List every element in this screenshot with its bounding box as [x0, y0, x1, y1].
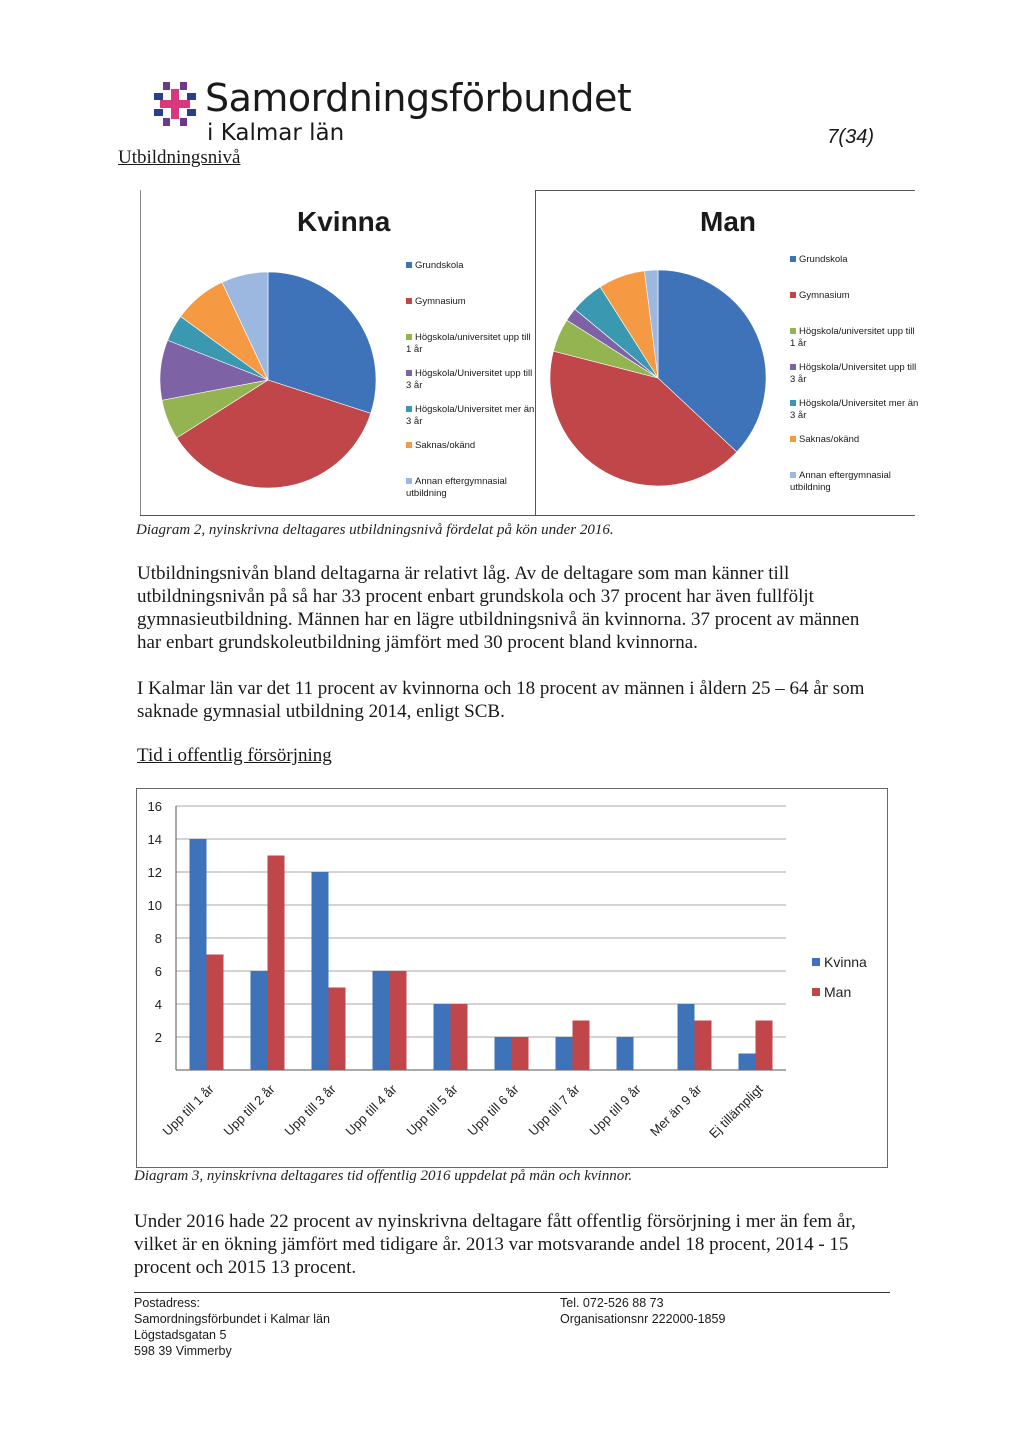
bar-ytick-label-10: 10: [147, 898, 162, 913]
pie-charts-panel: [140, 190, 919, 520]
bar-kvinna-6: [495, 1037, 512, 1070]
kvinna-legend-item-3: [406, 332, 536, 355]
bar-man-10: [756, 1021, 773, 1071]
bar-man-5: [451, 1004, 468, 1070]
man-legend-swatch-3: [790, 328, 796, 334]
bar-xtick-label-4: Upp till 4 år: [342, 1081, 400, 1139]
bar-ytick-label-14: 14: [147, 832, 162, 847]
man-legend-label-2: Gymnasium: [799, 290, 850, 301]
paragraph-public-support: Under 2016 hade 22 procent av nyinskrivna deltagare fått offentlig försörjning i mer än fem år, vilket är en ökning jämfört med tidigare år. 2013 var motsvarande andel 18 procent, 2014 - 15 procent och 2015 13 procent.: [134, 1211, 856, 1278]
man-legend-item-7: [790, 470, 920, 493]
org-region: i Kalmar län: [207, 120, 345, 146]
man-legend-swatch-5: [790, 400, 796, 406]
man-legend-label-3: Högskola/universitet upp till 1 år: [790, 326, 915, 349]
bar-man-1: [207, 955, 224, 1071]
paragraph-kalmar-stats: I Kalmar län var det 11 procent av kvinnorna och 18 procent av männen i åldern 25 – 64 år som saknade gymnasial utbildning 2014, enligt SCB.: [137, 678, 865, 722]
bar-kvinna-1: [190, 839, 207, 1070]
man-legend-swatch-2: [790, 292, 796, 298]
bar-xtick-label-7: Upp till 7 år: [525, 1081, 583, 1139]
bar-ytick-label-12: 12: [147, 865, 162, 880]
man-legend-swatch-6: [790, 436, 796, 442]
man-legend-label-1: Grundskola: [799, 254, 848, 265]
bar-man-3: [329, 988, 346, 1071]
bar-ytick-label-6: 6: [154, 964, 162, 979]
logo-icon: [150, 80, 200, 130]
bar-kvinna-3: [312, 872, 329, 1070]
man-legend-swatch-1: [790, 256, 796, 262]
bar-xtick-label-9: Mer än 9 år: [647, 1081, 705, 1140]
pie-panel-bottom-line: [140, 515, 915, 516]
man-legend-label-7: Annan eftergymnasial utbildning: [790, 470, 891, 493]
kvinna-legend-label-7: Annan eftergymnasial utbildning: [406, 476, 507, 499]
bar-man-2: [268, 856, 285, 1071]
kvinna-legend-label-1: Grundskola: [415, 260, 464, 271]
paragraph-education-level: Utbildningsnivån bland deltagarna är relativt låg. Av de deltagare som man känner till utbildningsnivån på så har 33 procent enbart grundskola och 37 procent har även fullföljt gymnasieutbildning. Männen har en lägre utbildningsnivå än kvinnorna. 37 procent av männen har enbart grundskoleutbildning jämfört med 30 procent bland kvinnorna.: [137, 563, 860, 653]
pie-panel-top-line: [535, 190, 915, 191]
bar-man-4: [390, 971, 407, 1070]
pie-chart-kvinna: [158, 270, 378, 490]
bar-legend-swatch-man: [812, 988, 820, 996]
pie-chart-man: [548, 268, 768, 488]
kvinna-legend-item-2: [406, 296, 536, 308]
man-legend-swatch-7: [790, 472, 796, 478]
footer-divider: [134, 1292, 890, 1293]
bar-chart-public-support: [136, 788, 888, 1168]
kvinna-legend-item-4: [406, 368, 536, 391]
man-legend-label-4: Högskola/Universitet upp till 3 år: [790, 362, 917, 385]
kvinna-legend-swatch-4: [406, 370, 412, 376]
caption-diagram-3: Diagram 3, nyinskrivna deltagares tid offentlig 2016 uppdelat på män och kvinnor.: [134, 1168, 633, 1184]
kvinna-legend-label-2: Gymnasium: [415, 296, 466, 307]
man-legend-item-5: [790, 398, 920, 421]
kvinna-legend-label-4: Högskola/Universitet upp till 3 år: [406, 368, 533, 391]
kvinna-legend-item-6: [406, 440, 536, 452]
pie-title-kvinna: Kvinna: [297, 206, 391, 237]
kvinna-legend-swatch-2: [406, 298, 412, 304]
bar-kvinna-2: [251, 971, 268, 1070]
kvinna-legend-item-7: [406, 476, 536, 499]
bar-legend-label-man: Man: [824, 984, 852, 1000]
kvinna-legend-swatch-3: [406, 334, 412, 340]
bar-kvinna-5: [434, 1004, 451, 1070]
bar-xtick-label-6: Upp till 6 år: [464, 1081, 522, 1139]
bar-legend-swatch-kvinna: [812, 958, 820, 966]
bar-ytick-label-2: 2: [154, 1030, 162, 1045]
bar-kvinna-9: [678, 1004, 695, 1070]
bar-xtick-label-8: Upp till 9 år: [586, 1081, 644, 1139]
caption-diagram-2: Diagram 2, nyinskrivna deltagares utbildningsnivå fördelat på kön under 2016.: [136, 522, 614, 538]
bar-kvinna-7: [556, 1037, 573, 1070]
bar-kvinna-10: [739, 1054, 756, 1071]
man-legend-swatch-4: [790, 364, 796, 370]
page-number: 7(34): [827, 126, 874, 148]
man-legend-item-4: [790, 362, 920, 385]
kvinna-legend-item-1: [406, 260, 536, 272]
man-legend-label-5: Högskola/Universitet mer än 3 år: [790, 398, 919, 421]
man-legend-label-6: Saknas/okänd: [799, 434, 860, 445]
bar-man-9: [695, 1021, 712, 1071]
bar-ytick-label-16: 16: [147, 799, 162, 814]
man-legend-item-1: [790, 254, 920, 266]
kvinna-legend-label-3: Högskola/universitet upp till 1 år: [406, 332, 531, 355]
bar-ytick-label-8: 8: [154, 931, 162, 946]
kvinna-legend-item-5: [406, 404, 536, 427]
man-legend-item-2: [790, 290, 920, 302]
kvinna-legend-label-5: Högskola/Universitet mer än 3 år: [406, 404, 535, 427]
section-title-public-support: Tid i offentlig försörjning: [137, 745, 332, 766]
kvinna-legend-label-6: Saknas/okänd: [415, 440, 476, 451]
bar-kvinna-4: [373, 971, 390, 1070]
pie-panel-left-border: [140, 190, 141, 515]
footer-postal-address: Postadress: Samordningsförbundet i Kalmar län Lögstadsgatan 5 598 39 Vimmerby: [134, 1296, 330, 1358]
bar-xtick-label-10: Ej tillämpligt: [705, 1081, 766, 1142]
kvinna-legend-swatch-7: [406, 478, 412, 484]
bar-man-6: [512, 1037, 529, 1070]
bar-xtick-label-1: Upp till 1 år: [159, 1081, 217, 1139]
man-legend-item-3: [790, 326, 920, 349]
kvinna-legend-swatch-6: [406, 442, 412, 448]
bar-xtick-label-5: Upp till 5 år: [403, 1081, 461, 1139]
pie-title-man: Man: [700, 206, 756, 237]
section-title-education: Utbildningsnivå: [118, 147, 241, 168]
man-legend-item-6: [790, 434, 920, 446]
footer-contact: Tel. 072-526 88 73 Organisationsnr 222000-1859: [560, 1296, 726, 1326]
bar-xtick-label-2: Upp till 2 år: [220, 1081, 278, 1139]
bar-legend-label-kvinna: Kvinna: [824, 954, 867, 970]
org-name: Samordningsförbundet: [205, 76, 632, 120]
bar-ytick-label-4: 4: [154, 997, 162, 1012]
kvinna-legend-swatch-5: [406, 406, 412, 412]
bar-kvinna-8: [617, 1037, 634, 1070]
bar-man-7: [573, 1021, 590, 1071]
bar-xtick-label-3: Upp till 3 år: [281, 1081, 339, 1139]
kvinna-legend-swatch-1: [406, 262, 412, 268]
